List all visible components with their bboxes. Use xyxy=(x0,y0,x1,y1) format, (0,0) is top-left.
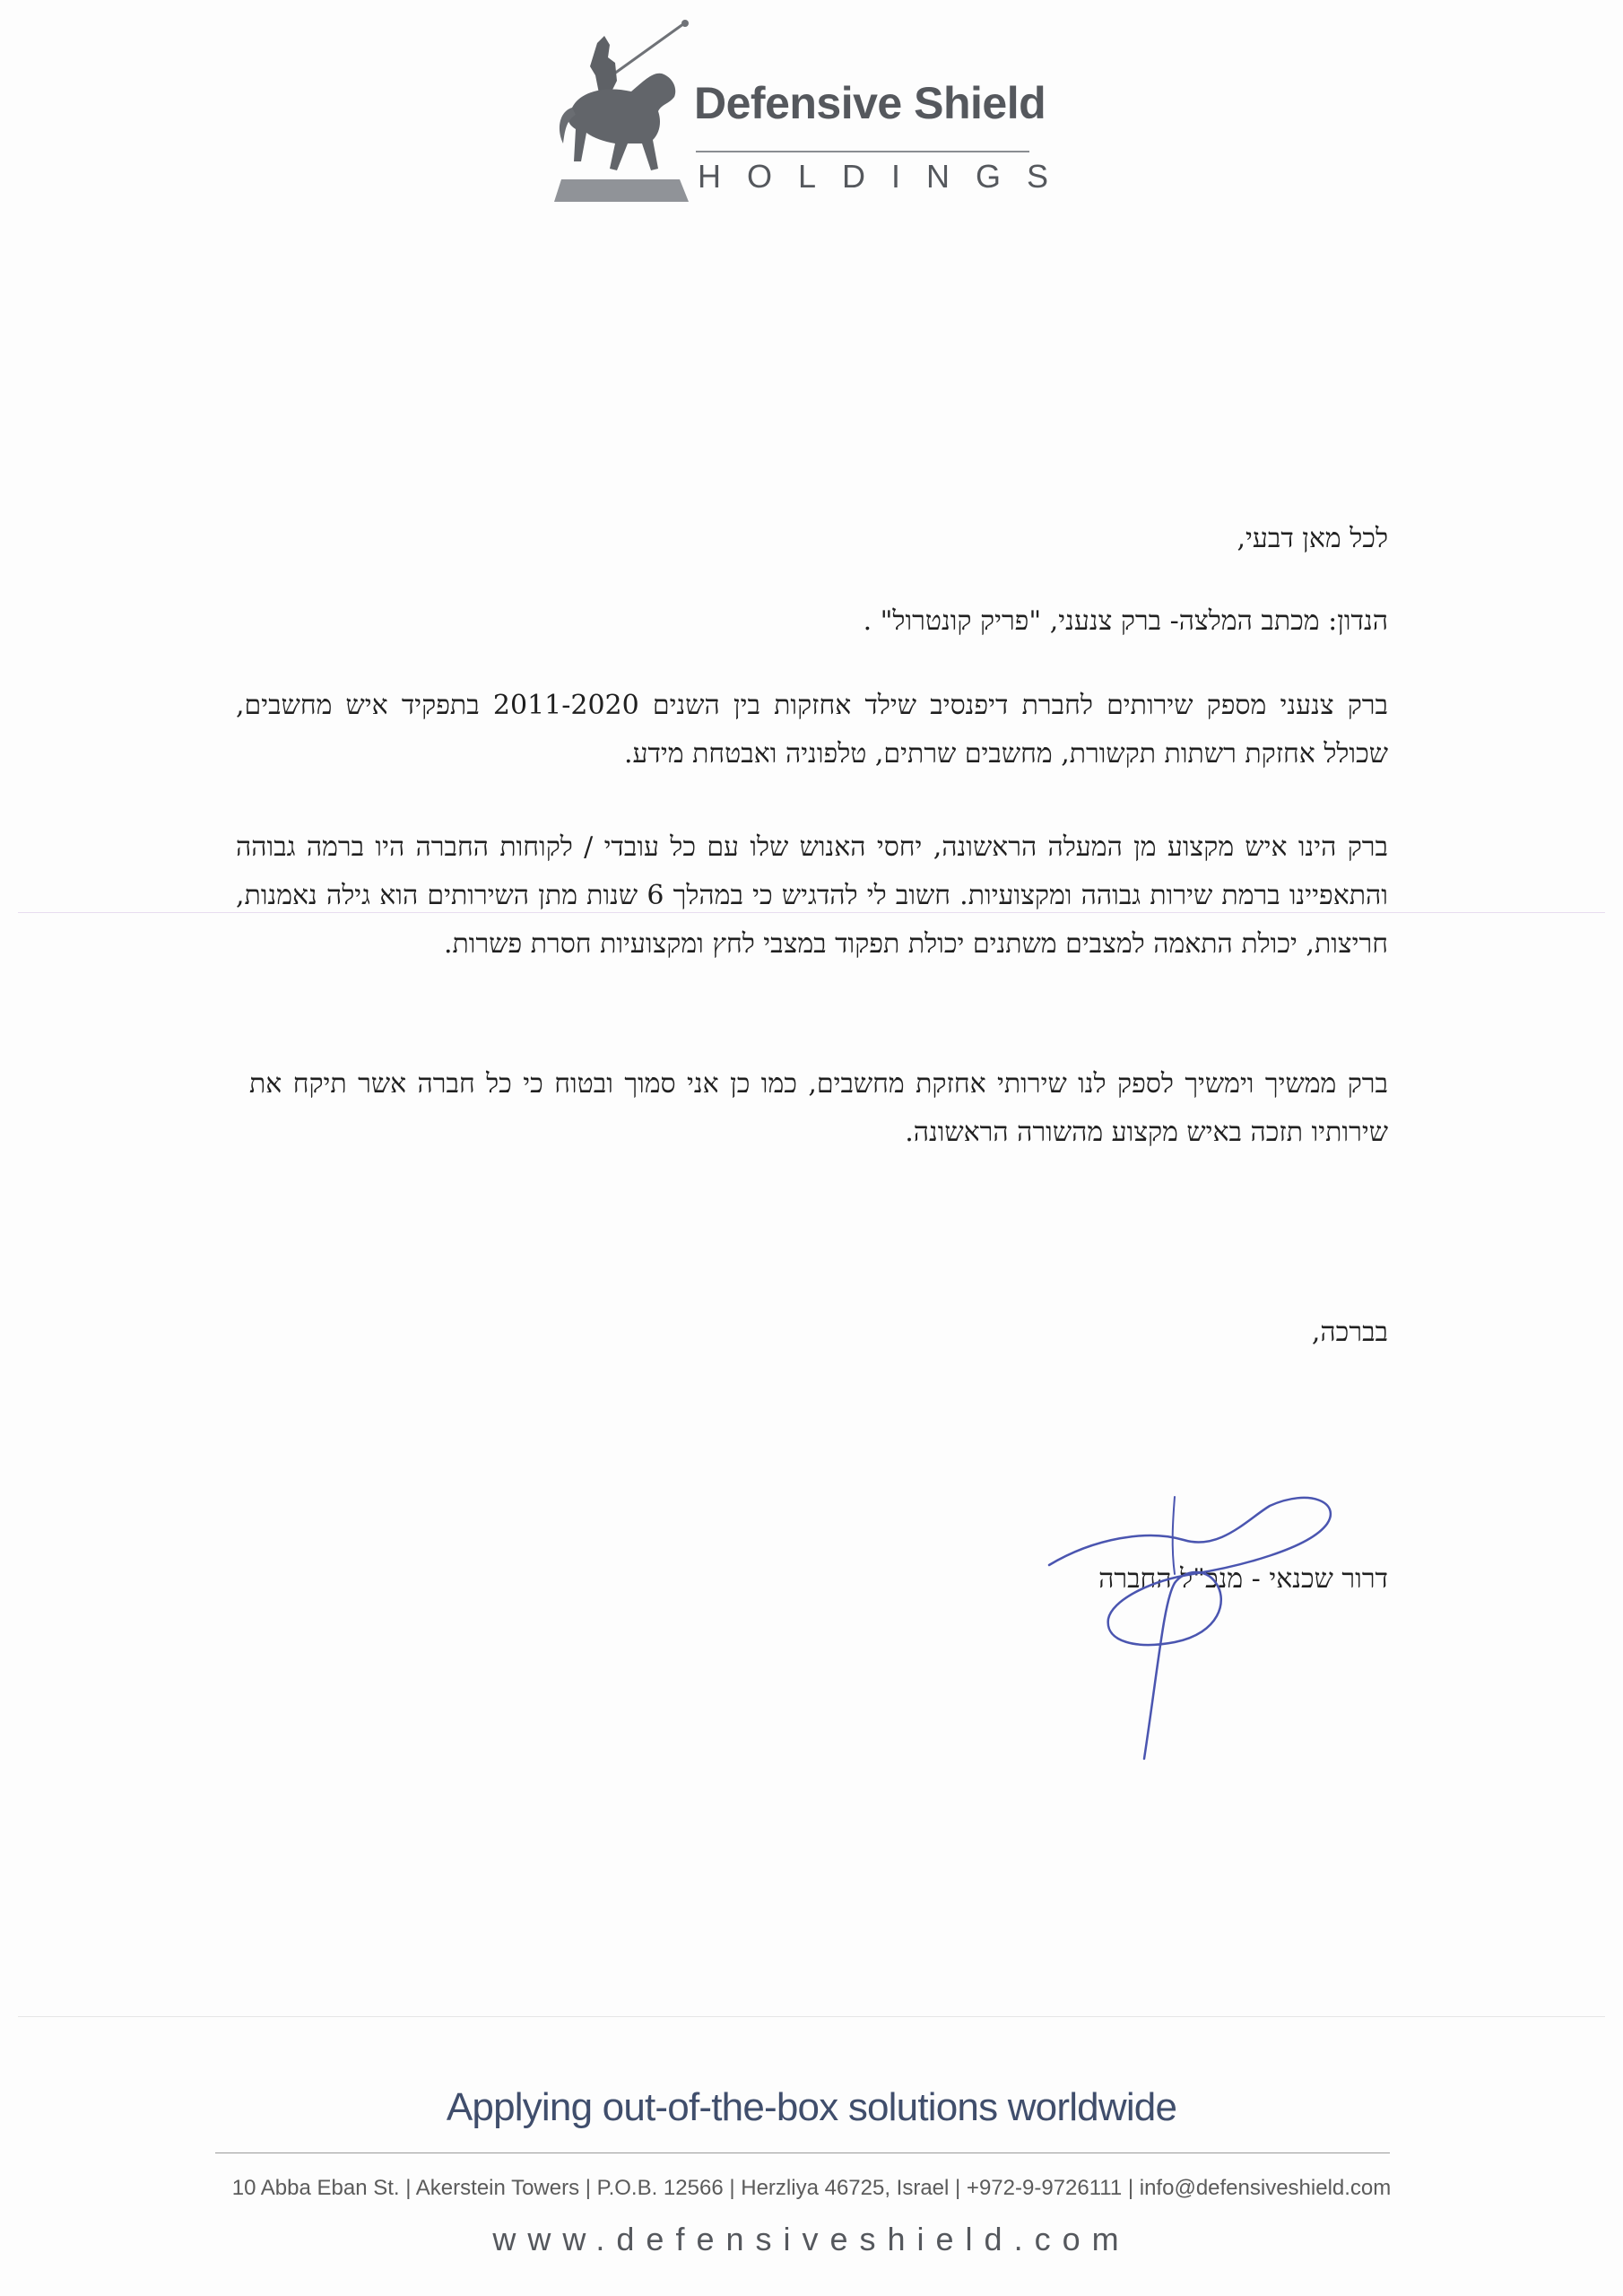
paragraph-3: ברק ממשיך וימשיך לספק לנו שירותי אחזקת מחשבים, כמו כן אני סמוך ובטוח כי כל חברה אשר תיקח את שירותיו תזכה באיש מקצוע מהשורה הראשונה. xyxy=(249,1068,1388,1148)
company-subtitle: HOLDINGS xyxy=(698,158,1075,195)
salutation: לכל מאן דבעי, xyxy=(1237,523,1388,554)
closing: בברכה, xyxy=(1311,1317,1388,1348)
company-name: Defensive Shield xyxy=(694,78,1046,128)
paragraph-1: ברק צנעני מספק שירותים לחברת דיפנסיב שילד אחזקות בין השנים 2011-2020 בתפקיד איש מחשבים, שכולל אחזקת רשתות תקשורת, מחשבים שרתים, טלפוניה ואבטחת מידע. xyxy=(236,690,1388,770)
logo-divider xyxy=(696,151,1029,152)
tagline-divider xyxy=(215,2152,1390,2153)
handwritten-signature xyxy=(1040,1484,1345,1762)
footer-tagline: Applying out-of-the-box solutions worldwide xyxy=(446,2085,1177,2129)
footer-separator xyxy=(18,2016,1605,2017)
paragraph-2: ברק הינו איש מקצוע מן המעלה הראשונה, יחסי האנוש שלו עם כל עובדי / לקוחות החברה היו ברמה גבוהה והתאפיינו ברמת שירות גבוהה ומקצועיות. חשוב לי להדגיש כי במהלך 6 שנות מתן השירותים הוא גילה נאמנות, חריצות, יכולת התאמה למצבים משתנים יכולת תפקוד במצבי לחץ ומקצועיות חסרת פשרות. xyxy=(236,831,1388,960)
signature-line: דרור שכנאי - מנכ"ל החברה xyxy=(1098,1563,1388,1595)
footer-address: 10 Abba Eban St. | Akerstein Towers | P.O.B. 12566 | Herzliya 46725, Israel | +972-9-9726111 | info@defensiveshield.com xyxy=(231,2176,1392,2200)
knight-on-horse-icon xyxy=(554,18,689,202)
subject-line: הנדון: מכתב המלצה- ברק צנעני, "פריק קונטרול" . xyxy=(863,605,1388,637)
company-logo xyxy=(554,18,1075,206)
scan-artifact-line xyxy=(18,912,1605,913)
footer-website: www.defensiveshield.com xyxy=(492,2221,1131,2257)
